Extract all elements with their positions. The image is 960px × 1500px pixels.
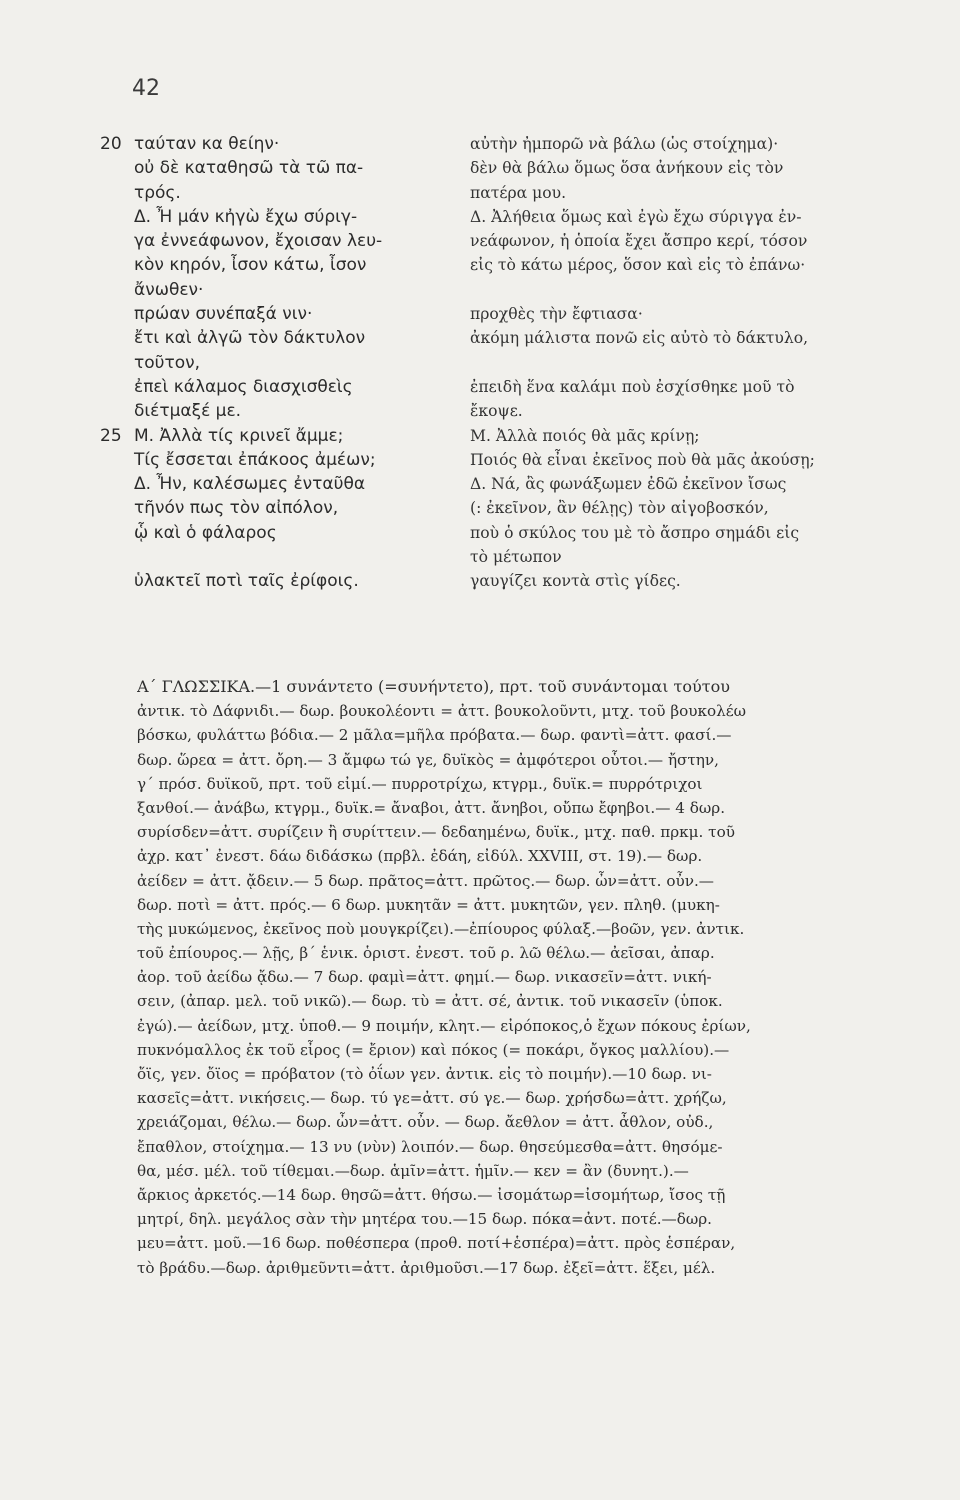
translation-line: προχθὲς τὴν ἔφτιασα· <box>470 305 643 324</box>
note-line: μητρί, δηλ. μεγάλος σὰν τὴν μητέρα του.—15 δωρ. πόκα=ἀντ. ποτέ.—δωρ. <box>137 1210 713 1229</box>
line-number: 25 <box>100 425 122 446</box>
translation-line: Δ. Ἀλήθεια ὅμως καὶ ἐγὼ ἔχω σύριγγα ἐν- <box>470 207 802 226</box>
verse-line <box>100 253 440 277</box>
note-line: τὸ βράδυ.—δωρ. ἀριθμεῦντι=ἀττ. ἀριθμοῦσι.—17 δωρ. ἐξεῖ=ἀττ. ἕξει, μέλ. <box>137 1258 716 1277</box>
verse-line <box>100 351 440 375</box>
verse-line <box>100 496 440 520</box>
note-line: ὄϊς, γεν. ὄϊος = πρόβατον (τὸ ὀΐων γεν. ἀντικ. εἰς τὸ ποιμήν).—10 δωρ. νι- <box>137 1065 712 1083</box>
note-line: τοῦ ἐπίουρος.— λῇς, β΄ ἑνικ. ὁριστ. ἐνεστ. τοῦ ρ. λῶ θέλω.— ἀεῖσαι, ἀπαρ. <box>137 944 715 963</box>
verse-text: Τίς ἔσσεται ἐπάκοος ἀμέων; <box>134 449 376 470</box>
translation-line: τὸ μέτωπον <box>470 548 562 567</box>
verse-line <box>100 569 440 593</box>
note-line: ἀορ. τοῦ ἀείδω ᾄδω.— 7 δωρ. φαμὶ=ἀττ. φημί.— δωρ. νικασεῖν=ἀττ. νική- <box>137 968 712 987</box>
verse-line <box>100 448 440 472</box>
line-number: 20 <box>100 134 122 154</box>
note-line: ἐγώ).— ἀείδων, μτχ. ὑποθ.— 9 ποιμήν, κλητ.— εἰρόποκος,ὁ ἔχων πόκους ἐρίων, <box>137 1016 751 1035</box>
note-line: βόσκω, φυλάττω βόδια.— 2 μᾶλα=μῆλα πρόβατα.— δωρ. φαντὶ=ἀττ. φασί.— <box>137 726 732 745</box>
translation-line: πατέρα μου. <box>470 183 567 202</box>
translation-line: αὐτὴν ἠμπορῶ νὰ βάλω (ὡς στοίχημα)· <box>470 135 779 153</box>
verse-text: διέτμαξέ με. <box>134 401 242 422</box>
notes-heading-line: Α΄ ΓΛΩΣΣΙΚΑ.—1 συνάντετο (=συνήντετο), πρτ. τοῦ συνάντομαι τούτου <box>137 677 730 696</box>
translation-line: (: ἐκεῖνον, ἂν θέλῃς) τὸν αἰγοβοσκόν, <box>470 499 769 518</box>
note-line: δωρ. ποτὶ = ἀττ. πρός.— 6 δωρ. μυκητᾶν = ἀττ. μυκητῶν, γεν. πληθ. (μυκη- <box>137 895 720 914</box>
note-line: ἀείδεν = ἀττ. ᾄδειν.— 5 δωρ. πρᾶτος=ἀττ. πρῶτος.— δωρ. ὦν=ἀττ. οὖν.— <box>137 871 714 890</box>
verse-line <box>100 424 440 448</box>
verse-text: ταύταν κα θείην· <box>134 134 280 154</box>
verse-line <box>100 156 440 180</box>
note-line: τὴς μυκώμενος, ἐκεῖνος ποὺ μουγκρίζει).—ἐπίουρος φύλαξ.—βοῶν, γεν. ἀντικ. <box>137 919 745 938</box>
note-line: δωρ. ὥρεα = ἀττ. ὄρη.— 3 ἄμφω τώ γε, δυϊκὸς = ἀμφότεροι οὗτοι.— ἤστην, <box>137 750 719 769</box>
verse-text: κὸν κηρόν, ἶσον κάτω, ἶσον <box>134 255 367 276</box>
verse-text: οὐ δὲ καταθησῶ τὰ τῶ πα- <box>134 158 364 179</box>
verse-line <box>100 399 440 423</box>
translation-line: ἐπειδὴ ἕνα καλάμι ποὺ ἐσχίσθηκε μοῦ τὸ <box>470 377 795 396</box>
translation-line: γαυγίζει κοντὰ στὶς γίδες. <box>470 572 681 591</box>
translation-line: δὲν θὰ βάλω ὅμως ὅσα ἀνήκουν εἰς τὸν <box>470 159 784 178</box>
translation-line: Μ. Ἀλλὰ ποιός θὰ μᾶς κρίνῃ; <box>470 426 700 445</box>
verse-line <box>100 205 440 229</box>
linguistic-notes-section <box>137 675 915 1280</box>
verse-text: ἔτι καὶ ἀλγῶ τὸν δάκτυλον <box>134 328 366 349</box>
verse-text: ὑλακτεῖ ποτὶ ταῖς ἐρίφοις. <box>134 571 359 592</box>
translation-line: Δ. Νά, ἂς φωνάξωμεν ἐδῶ ἐκεῖνον ἴσως <box>470 475 787 494</box>
translation-line <box>470 351 915 375</box>
verse-text: ᾧ καὶ ὁ φάλαρος <box>134 522 277 543</box>
note-line: ἀντικ. τὸ Δάφνιδι.— δωρ. βουκολέοντι = ἀττ. βουκολοῦντι, μτχ. τοῦ βουκολέω <box>137 702 747 721</box>
verse-line <box>100 278 440 302</box>
verse-line <box>100 302 440 326</box>
verse-text: ἄνωθεν· <box>134 279 204 300</box>
verse-line <box>100 229 440 253</box>
translation-line: ἀκόμη μάλιστα πονῶ εἰς αὐτὸ τὸ δάκτυλο, <box>470 329 809 348</box>
translation-line: Ποιός θὰ εἶναι ἐκεῖνος ποὺ θὰ μᾶς ἀκούσῃ; <box>470 450 815 469</box>
verse-text: Δ. Ἦ μάν κἠγὼ ἔχω σύριγ- <box>134 206 358 227</box>
translation-line: ποὺ ὁ σκύλος του μὲ τὸ ἄσπρο σημάδι εἰς <box>470 523 800 542</box>
verse-line <box>100 375 440 399</box>
verse-text: τῆνόν πως τὸν αἰπόλον, <box>134 498 339 519</box>
verse-line <box>100 472 440 496</box>
note-line: γ΄ πρόσ. δυϊκοῦ, πρτ. τοῦ εἰμί.— πυρροτρίχω, κτγρμ., δυϊκ.= πυρρότριχοι <box>137 774 703 793</box>
verse-line <box>100 545 440 569</box>
modern-greek-translation-column <box>470 132 915 594</box>
verse-line <box>100 181 440 205</box>
note-line: ξανθοί.— ἀνάβω, κτγρμ., δυϊκ.= ἄναβοι, ἀττ. ἄνηβοι, οὔπω ἔφηβοι.— 4 δωρ. <box>137 798 726 817</box>
note-line: ἄρκιος ἀρκετός.—14 δωρ. θησῶ=ἀττ. θήσω.— ἰσομάτωρ=ἰσομήτωρ, ἴσος τῇ <box>137 1185 726 1204</box>
note-line: κασεῖς=ἀττ. νικήσεις.— δωρ. τύ γε=ἀττ. σύ γε.— δωρ. χρήσδω=ἀττ. χρήζω, <box>137 1089 727 1108</box>
verse-text: τοῦτον, <box>134 352 201 373</box>
verse-text: Μ. Ἀλλὰ τίς κρινεῖ ἄμμε; <box>134 425 344 446</box>
verse-text: Δ. Ἦν, καλέσωμες ἐνταῦθα <box>134 474 366 495</box>
verse-line <box>100 326 440 350</box>
translation-line: νεάφωνον, ἡ ὁποία ἔχει ἄσπρο κερί, τόσον <box>470 232 808 251</box>
translation-line: εἰς τὸ κάτω μέρος, ὅσον καὶ εἰς τὸ ἐπάνω· <box>470 256 806 275</box>
verse-text: πρώαν συνέπαξά νιν· <box>134 304 313 325</box>
note-line: χρειάζομαι, θέλω.— δωρ. ὦν=ἀττ. οὖν. — δωρ. ἄεθλον = ἀττ. ἆθλον, οὐδ., <box>137 1113 714 1132</box>
note-line: ἔπαθλον, στοίχημα.— 13 νυ (νὺν) λοιπόν.— δωρ. θησεύμεσθα=ἀττ. θησόμε- <box>137 1137 723 1156</box>
verse-line <box>100 132 440 156</box>
note-line: συρίσδεν=ἀττ. συρίζειν ἢ συρίττειν.— δεδαημένω, δυϊκ., μτχ. παθ. πρκμ. τοῦ <box>137 823 735 842</box>
translation-line: ἔκοψε. <box>470 402 523 421</box>
translation-line <box>470 278 915 302</box>
verse-text: γα ἐννεάφωνον, ἔχοισαν λευ- <box>134 231 383 252</box>
ancient-greek-text-column <box>100 132 440 594</box>
note-line: θα, μέσ. μέλ. τοῦ τίθεμαι.—δωρ. ἁμῖν=ἀττ. ἡμῖν.— κεν = ἂν (δυνητ.).— <box>137 1161 689 1180</box>
note-line: σειν, (ἀπαρ. μελ. τοῦ νικῶ).— δωρ. τὺ = ἀττ. σέ, ἀντικ. τοῦ νικασεῖν (ὑποκ. <box>137 992 723 1011</box>
verse-line <box>100 521 440 545</box>
page-number: 42 <box>132 76 160 101</box>
verse-text: τρός. <box>134 182 181 203</box>
note-line: πυκνόμαλλος ἐκ τοῦ εἶρος (= ἔριον) καὶ πόκος (= ποκάρι, ὄγκος μαλλίου).— <box>137 1040 730 1059</box>
verse-text: ἐπεὶ κάλαμος διασχισθεὶς <box>134 376 353 397</box>
note-line: ἀχρ. κατ᾽ ἐνεστ. δάω διδάσκω (πρβλ. ἐδάη, εἰδύλ. XXVIII, στ. 19).— δωρ. <box>137 847 703 866</box>
note-line: μευ=ἀττ. μοῦ.—16 δωρ. ποθέσπερα (προθ. ποτί+ἑσπέρα)=ἀττ. πρὸς ἑσπέραν, <box>137 1234 736 1253</box>
